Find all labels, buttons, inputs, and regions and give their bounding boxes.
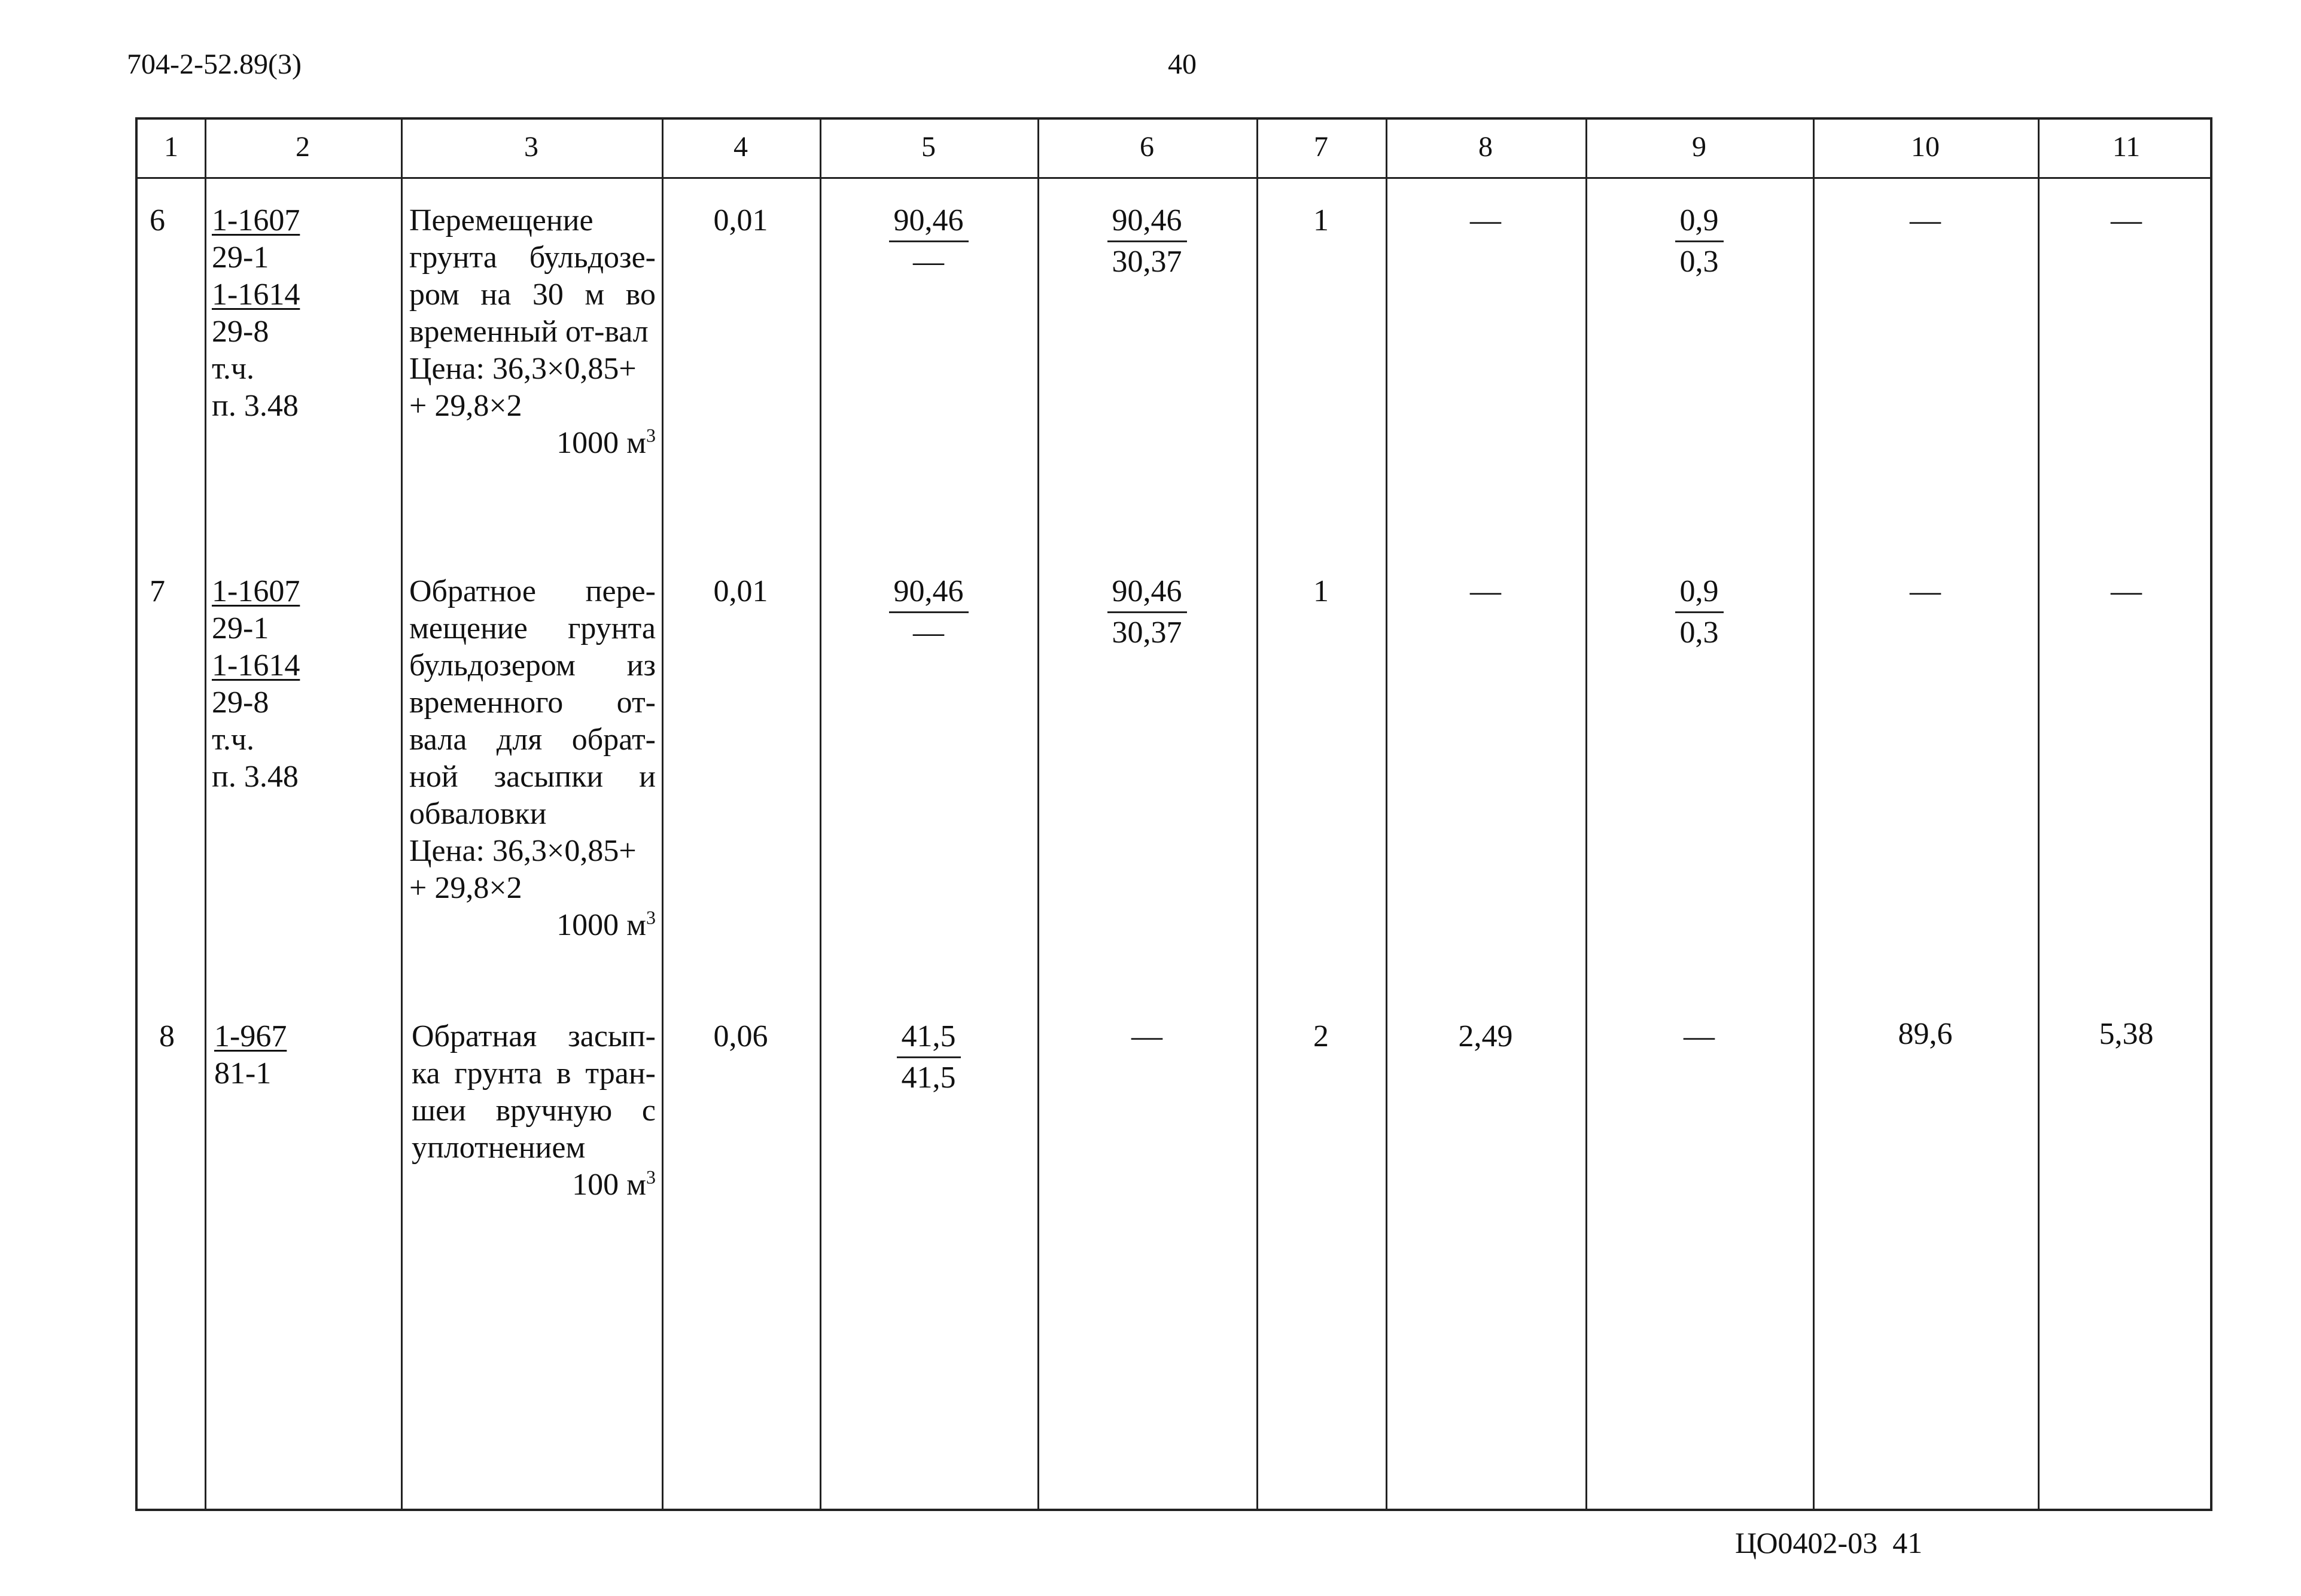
header-divider <box>138 177 2210 179</box>
code-line: 81-1 <box>214 1056 272 1091</box>
work-description <box>409 202 656 462</box>
col10-value: — <box>1910 574 1941 608</box>
column-header: 10 <box>1911 131 1940 163</box>
column-header: 5 <box>921 131 936 163</box>
price-line: + 29,8×2 <box>409 871 522 905</box>
column-divider <box>1256 120 1258 1509</box>
description-text: Перемещение грунта бульдозе-ром на 30 м во временный от-вал <box>409 203 656 349</box>
estimate-table <box>135 117 2212 1511</box>
column-header: 11 <box>2112 131 2141 163</box>
column-divider <box>401 120 403 1509</box>
col9-fraction: $\frac{0,9}{0,3}$ <box>1585 573 1813 651</box>
code-line: 1-1607 <box>212 203 300 237</box>
column-divider <box>1585 120 1587 1509</box>
column-divider <box>2038 120 2040 1509</box>
column-header: 2 <box>296 131 310 163</box>
column-header: 9 <box>1692 131 1706 163</box>
code-line: 29-1 <box>212 611 269 645</box>
footer-code <box>1735 1525 1922 1560</box>
col9-fraction: $\frac{0,9}{0,3}$ <box>1585 202 1813 281</box>
price-line: + 29,8×2 <box>409 389 522 423</box>
col8-value: 2,49 <box>1458 1019 1513 1053</box>
quantity: 0,06 <box>713 1019 768 1053</box>
column-divider <box>1037 120 1039 1509</box>
col9-value: — <box>1684 1019 1715 1053</box>
col8-value: — <box>1470 203 1501 237</box>
col11-value: — <box>2111 574 2142 608</box>
col7-value: 2 <box>1313 1019 1329 1053</box>
code-line: 1-1607 <box>212 574 300 608</box>
code-line: 29-8 <box>212 315 269 349</box>
row-number: 8 <box>159 1019 175 1053</box>
unit-cost-fraction: $\frac{90,46}{—}$ <box>820 573 1037 651</box>
norm-codes <box>212 202 397 425</box>
unit-line: 100 $м^3$ <box>572 1166 656 1202</box>
col8-value: — <box>1470 574 1501 608</box>
quantity: 0,01 <box>713 574 768 608</box>
col10-value: — <box>1910 203 1941 237</box>
price-line: Цена: 36,3×0,85+ <box>409 834 637 868</box>
work-description <box>409 573 656 944</box>
description-text: Обратная засып-ка грунта в тран-шеи вручную с уплотнением <box>412 1019 656 1165</box>
price-line: Цена: 36,3×0,85+ <box>409 352 637 386</box>
column-header: 7 <box>1314 131 1328 163</box>
footer-sheet-number: 41 <box>1892 1526 1923 1560</box>
col7-value: 1 <box>1313 203 1329 237</box>
code-line: 1-1614 <box>212 648 300 683</box>
col6-value: — <box>1131 1019 1162 1053</box>
row-number: 7 <box>150 574 165 608</box>
work-description <box>412 1018 656 1204</box>
unit-line: 1000 $м^3$ <box>556 424 656 460</box>
unit-cost-fraction: $\frac{90,46}{—}$ <box>820 202 1037 281</box>
column-divider <box>1386 120 1387 1509</box>
code-line: 29-1 <box>212 240 269 275</box>
column-header: 3 <box>524 131 538 163</box>
col11-value: 5,38 <box>2099 1017 2154 1051</box>
code-line: п. 3.48 <box>212 760 299 794</box>
page-number: 40 <box>1168 48 1197 80</box>
footer-doc-code: ЦО0402-03 <box>1735 1526 1878 1560</box>
total-cost-fraction: $\frac{90,46}{30,37}$ <box>1037 202 1256 281</box>
quantity: 0,01 <box>713 203 768 237</box>
column-header: 4 <box>733 131 748 163</box>
document-code: 704-2-52.89(3) <box>127 48 302 80</box>
code-line: т.ч. <box>212 352 254 386</box>
code-line: п. 3.48 <box>212 389 299 423</box>
norm-codes <box>214 1018 397 1092</box>
code-line: 29-8 <box>212 686 269 720</box>
col11-value: — <box>2111 203 2142 237</box>
norm-codes <box>212 573 397 796</box>
unit-line: 1000 $м^3$ <box>556 906 656 942</box>
column-header: 8 <box>1478 131 1493 163</box>
column-header: 1 <box>164 131 178 163</box>
column-divider <box>662 120 663 1509</box>
column-divider <box>820 120 821 1509</box>
column-header: 6 <box>1140 131 1154 163</box>
column-divider <box>205 120 206 1509</box>
col7-value: 1 <box>1313 574 1329 608</box>
code-line: т.ч. <box>212 723 254 757</box>
unit-cost-fraction: $\frac{41,5}{41,5}$ <box>820 1018 1037 1097</box>
total-cost-fraction: $\frac{90,46}{30,37}$ <box>1037 573 1256 651</box>
col10-value: 89,6 <box>1898 1017 1953 1051</box>
row-number: 6 <box>150 203 165 237</box>
column-divider <box>1813 120 1815 1509</box>
code-line: 1-967 <box>214 1019 287 1053</box>
description-text: Обратное пере-мещение грунта бульдозером из временного от-вала для обрат-ной засыпки и обваловки <box>409 574 656 831</box>
code-line: 1-1614 <box>212 278 300 312</box>
